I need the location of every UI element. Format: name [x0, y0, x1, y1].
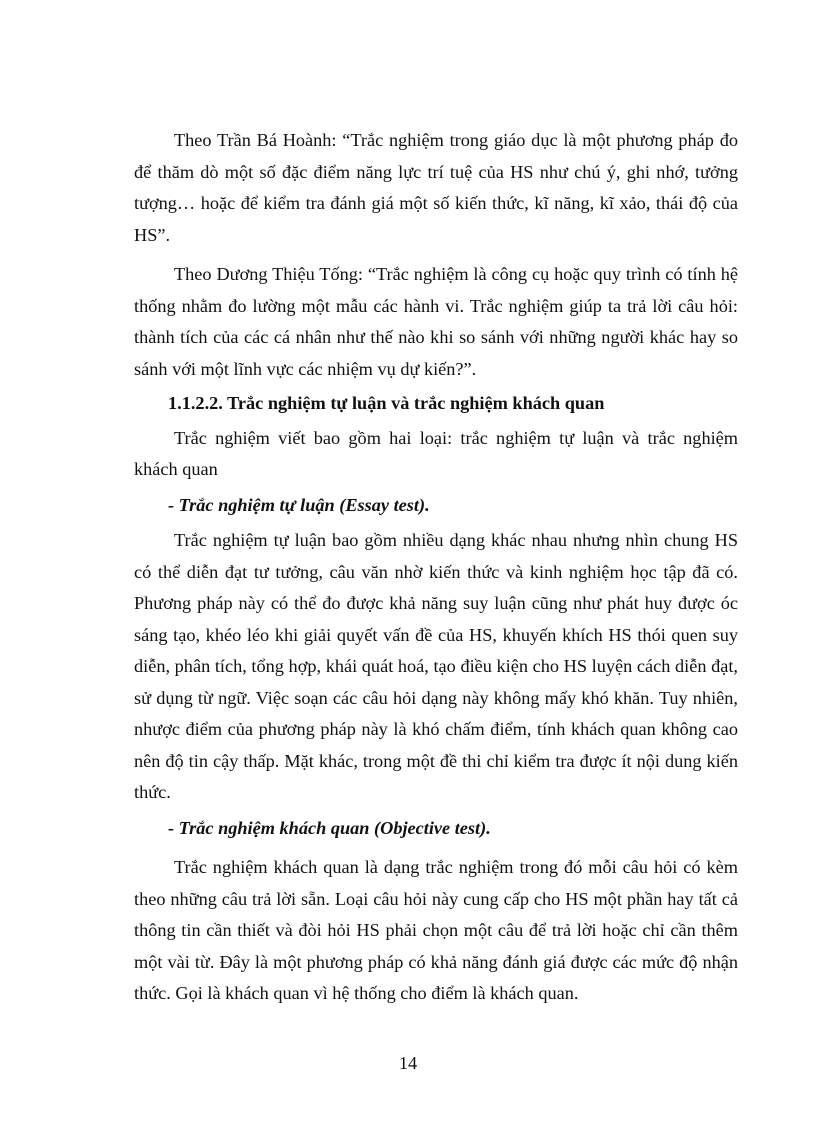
- subheading-essay-test: - Trắc nghiệm tự luận (Essay test).: [168, 494, 430, 515]
- section-heading: 1.1.2.2. Trắc nghiệm tự luận và trắc nghiệm khách quan: [168, 393, 605, 413]
- subheading-objective-test: - Trắc nghiệm khách quan (Objective test).: [168, 817, 491, 838]
- paragraph-essay-test: Trắc nghiệm tự luận bao gồm nhiều dạng khác nhau nhưng nhìn chung HS có thể diễn đạt tư tưởng, câu văn nhờ kiến thức và kinh nghiệm học tập đã có. Phương pháp này có thể đo được khả năng suy luận cũng như phát huy được óc sáng tạo, khéo léo khi giải quyết vấn đề của HS, khuyến khích HS thói quen suy diễn, phân tích, tổng hợp, khái quát hoá, tạo điều kiện cho HS luyện cách diễn đạt, sử dụng từ ngữ. Việc soạn các câu hỏi dạng này không mấy khó khăn. Tuy nhiên, nhược điểm của phương pháp này là khó chấm điểm, tính khách quan không cao nên độ tin cậy thấp. Mặt khác, trong một đề thi chỉ kiểm tra được ít nội dung kiến thức.: [134, 530, 738, 802]
- paragraph-duong-thieu-tong-definition: Theo Dương Thiệu Tống: “Trắc nghiệm là công cụ hoặc quy trình có tính hệ thống nhằm đo lường một mẫu các hành vi. Trắc nghiệm giúp ta trả lời câu hỏi: thành tích của các cá nhân như thế nào khi so sánh với những người khác hay so sánh với một lĩnh vực các nhiệm vụ dự kiến?”.: [134, 264, 738, 379]
- page-number: 14: [398, 1053, 418, 1073]
- paragraph-written-test-types: Trắc nghiệm viết bao gồm hai loại: trắc nghiệm tự luận và trắc nghiệm khách quan: [134, 427, 738, 479]
- paragraph-tran-ba-hoanh-definition: Theo Trần Bá Hoành: “Trắc nghiệm trong giáo dục là một phương pháp đo để thăm dò một số đặc điểm năng lực trí tuệ của HS như chú ý, ghi nhớ, tưởng tượng… hoặc để kiểm tra đánh giá một số kiến thức, kĩ năng, kĩ xảo, thái độ của HS”.: [134, 130, 738, 245]
- paragraph-objective-test: Trắc nghiệm khách quan là dạng trắc nghiệm trong đó mỗi câu hỏi có kèm theo những câu trả lời sẵn. Loại câu hỏi này cung cấp cho HS một phần hay tất cả thông tin cần thiết và đòi hỏi HS phải chọn một câu để trả lời hoặc chỉ cần thêm một vài từ. Đây là một phương pháp có khả năng đánh giá được các mức độ nhận thức. Gọi là khách quan vì hệ thống cho điểm là khách quan.: [134, 857, 738, 1003]
- page-body: [134, 125, 738, 1010]
